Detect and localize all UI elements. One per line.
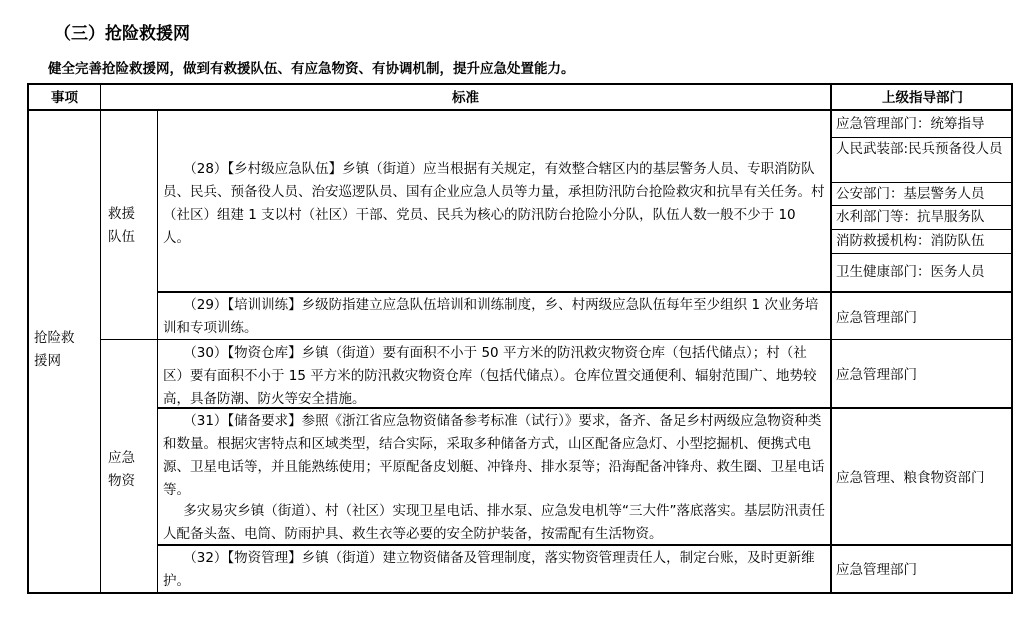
row-divider [830, 253, 1011, 254]
category-cell: 抢险救援网 [34, 330, 75, 369]
row-30-text: （30）【物资仓库】乡镇（街道）要有面积不小于 50 平方米的防汛救灾物资仓库（包括代储点）；村（社区）要有面积不小于 15 平方米的防汛救灾物资仓库（包括代储点）。仓库位置交通便利、辐射范围广、地势较高，具备防潮、防火等安全措施。 [163, 345, 817, 407]
dept-d5: 消防救援机构：消防队伍 [836, 233, 985, 249]
row-divider [157, 291, 1011, 293]
row-31-text: （31）【储备要求】参照《浙江省应急物资储备参考标准（试行）》要求，备齐、备足乡村两级应急物资种类和数量。根据灾害特点和区域类型，结合实际，采取多种储备方式，山区配备应急灯、小型挖掘机、便携式电源、卫星电话等，并且能熟练使用；平原配备皮划艇、冲锋舟、排水泵等；沿海配备冲锋舟、救生圈、卫星电话等。 [163, 413, 825, 498]
row-29-text: （29）【培训训练】乡级防指建立应急队伍培训和训练制度，乡、村两级应急队伍每年至少组织 1 次业务培训和专项训练。 [163, 297, 819, 336]
row-32-text: （32）【物资管理】乡镇（街道）建立物资储备及管理制度，落实物资管理责任人，制定台账，及时更新维护。 [163, 550, 815, 589]
standards-table [27, 83, 1013, 594]
dept-d2: 人民武装部:民兵预备役人员 [836, 141, 1003, 157]
dept-d29: 应急管理部门 [836, 310, 917, 326]
dept-d1: 应急管理部门：统筹指导 [836, 116, 985, 132]
dept-d31: 应急管理、粮食物资部门 [836, 470, 985, 486]
row-28-text: （28）【乡村级应急队伍】乡镇（街道）应当根据有关规定，有效整合辖区内的基层警务人员、专职消防队员、民兵、预备役人员、治安巡逻队员、国有企业应急人员等力量，承担防汛防台抢险救灾和抗旱有关任务。村（社区）组建 1 支以村（社区）干部、党员、民兵为核心的防汛防台抢险小分队，队伍人数一般不少于 10 人。 [163, 161, 825, 246]
section-intro: 健全完善抢险救援网，做到有救援队伍、有应急物资、有协调机制，提升应急处置能力。 [48, 61, 575, 77]
header-item: 事项 [51, 90, 78, 106]
dept-d32: 应急管理部门 [836, 562, 917, 578]
row-31-text-2: 多灾易灾乡镇（街道）、村（社区）实现卫星电话、排水泵、应急发电机等“三大件”落底落实。基层防汛责任人配备头盔、电筒、防雨护具、救生衣等必要的安全防护装备，按需配有生活物资。 [163, 503, 825, 542]
group-team: 救援队伍 [108, 206, 135, 245]
col-divider [157, 111, 158, 592]
dept-d4: 水利部门等：抗旱服务队 [836, 209, 985, 225]
dept-d30: 应急管理部门 [836, 367, 917, 383]
group-supplies: 应急物资 [108, 450, 135, 489]
section-heading: （三）抢险救援网 [54, 24, 190, 44]
dept-d6: 卫生健康部门：医务人员 [836, 264, 985, 280]
header-standard: 标准 [452, 90, 479, 106]
header-dept: 上级指导部门 [882, 90, 963, 106]
dept-d3: 公安部门：基层警务人员 [836, 186, 985, 202]
